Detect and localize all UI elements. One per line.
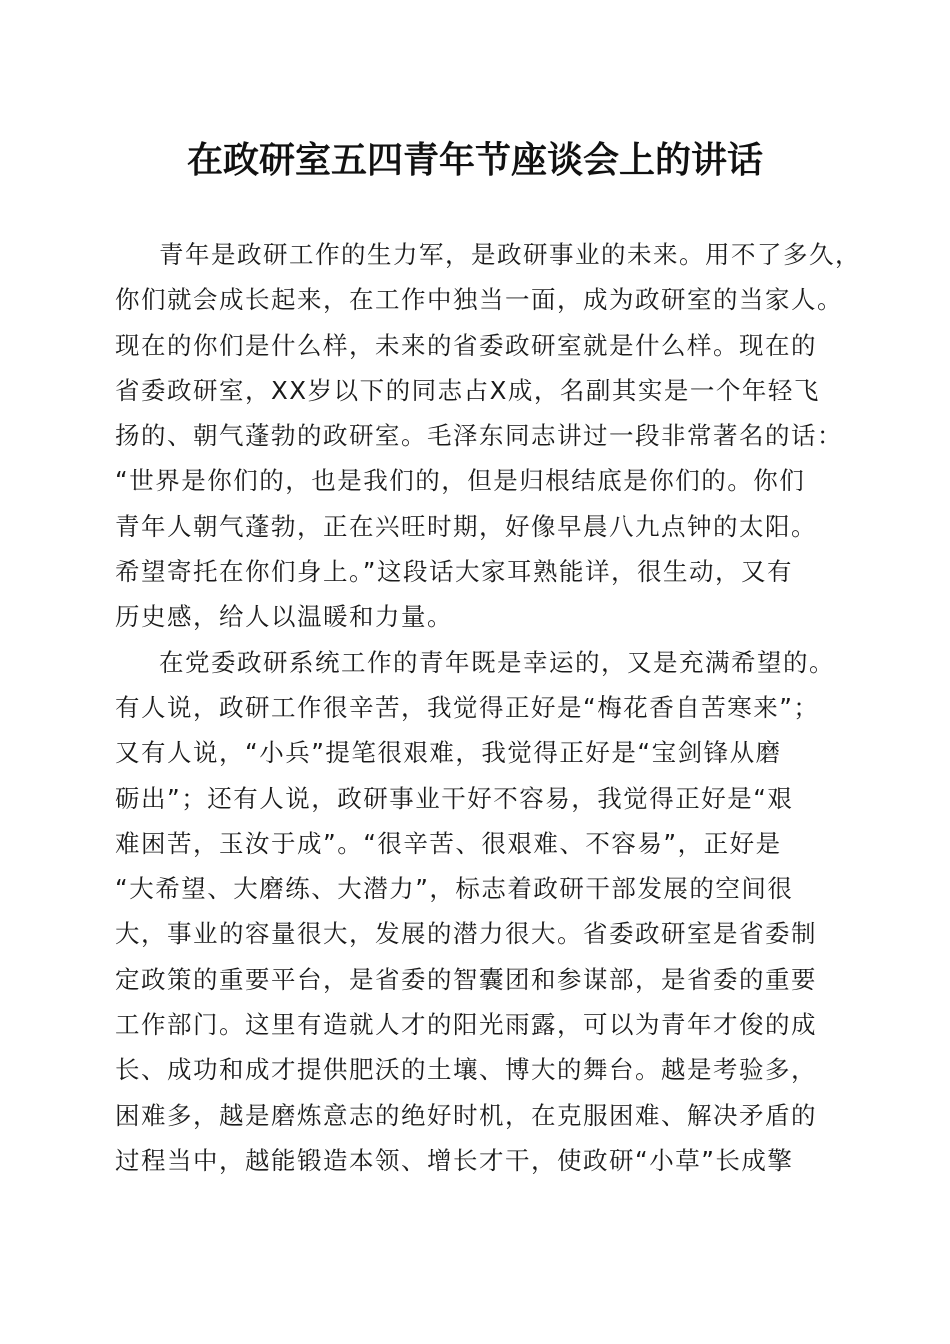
paragraph-line: 扬的、朝气蓬勃的政研室。毛泽东同志讲过一段非常著名的话：: [115, 421, 843, 451]
paragraph-line: 省委政研室，XX岁以下的同志占X成，名副其实是一个年轻飞: [115, 375, 820, 405]
paragraph-2: [115, 640, 837, 1184]
paragraph-line: 工作部门。这里有造就人才的阳光雨露，可以为青年才俊的成: [115, 1010, 817, 1040]
paragraph-line: 难困苦，玉汝于成”。“很辛苦、很艰难、不容易”，正好是: [115, 828, 782, 858]
paragraph-line: 过程当中，越能锻造本领、增长才干，使政研“小草”长成擎: [115, 1145, 794, 1175]
paragraph-line: 在党委政研系统工作的青年既是幸运的，又是充满希望的。: [159, 647, 835, 677]
paragraph-line: 长、成功和成才提供肥沃的土壤、博大的舞台。越是考验多，: [115, 1055, 817, 1085]
paragraph-line: 砺出”；还有人说，政研事业干好不容易，我觉得正好是“艰: [115, 783, 794, 813]
paragraph-line: 定政策的重要平台，是省委的智囊团和参谋部，是省委的重要: [115, 964, 817, 994]
paragraph-line: 有人说，政研工作很辛苦，我觉得正好是“梅花香自苦寒来”；: [115, 692, 820, 722]
paragraph-line: “世界是你们的，也是我们的，但是归根结底是你们的。你们: [115, 466, 806, 496]
paragraph-line: 希望寄托在你们身上。”这段话大家耳熟能详，很生动，又有: [115, 557, 793, 587]
paragraph-line: 现在的你们是什么样，未来的省委政研室就是什么样。现在的: [115, 330, 817, 360]
paragraph-line: 困难多，越是磨炼意志的绝好时机，在克服困难、解决矛盾的: [115, 1100, 817, 1130]
paragraph-line: 青年是政研工作的生力军，是政研事业的未来。用不了多久，: [159, 240, 861, 269]
document-body: [115, 232, 861, 1183]
paragraph-line: “大希望、大磨练、大潜力”，标志着政研干部发展的空间很: [115, 874, 794, 904]
paragraph-line: 又有人说，“小兵”提笔很艰难，我觉得正好是“宝剑锋从磨: [115, 738, 782, 768]
document-title: 在政研室五四青年节座谈会上的讲话: [186, 139, 763, 181]
paragraph-line: 你们就会成长起来，在工作中独当一面，成为政研室的当家人。: [115, 285, 843, 315]
paragraph-line: 历史感，给人以温暖和力量。: [115, 602, 453, 632]
paragraph-1: [115, 232, 861, 640]
paragraph-line: 青年人朝气蓬勃，正在兴旺时期，好像早晨八九点钟的太阳。: [115, 511, 817, 541]
paragraph-line: 大，事业的容量很大，发展的潜力很大。省委政研室是省委制: [115, 919, 817, 949]
